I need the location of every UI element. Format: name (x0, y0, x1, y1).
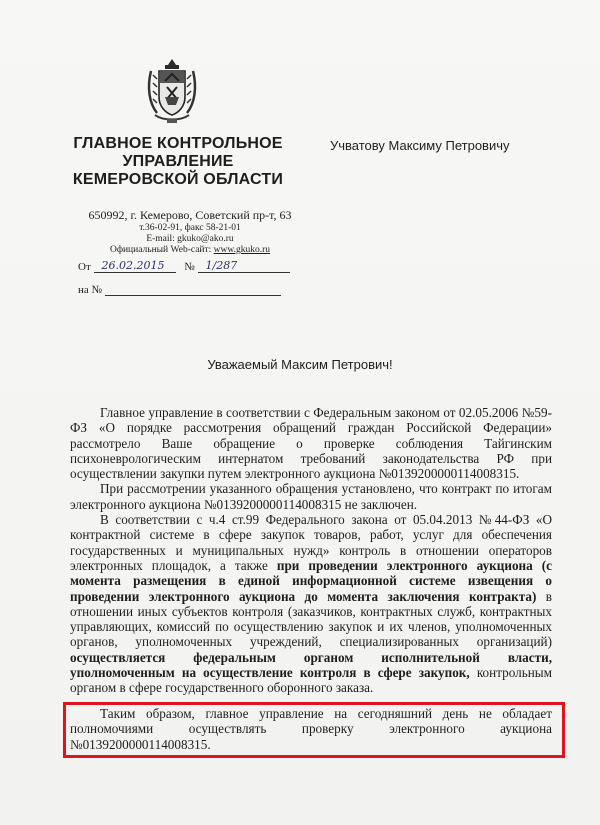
paragraph-4: Таким образом, главное управление на сегодняшний день не обладает полномочиями осуществлять проверку электронного аукциона №0139200000114008315. (70, 706, 552, 752)
website-link[interactable]: www.gkuko.ru (213, 245, 271, 255)
reply-to-line (78, 282, 281, 296)
website-line (70, 245, 310, 256)
paragraph-1: Главное управление в соответствии с Федеральным законом от 02.05.2006 №59-ФЗ «О порядке рассмотрения обращений граждан Российской Федерации» рассмотрело Ваше обращение о проверке соблюдения Тайгинским психоневрологическим интернатом требований законодательства РФ при осуществлении закупки путем электронного аукциона №0139200000114008315. (70, 405, 552, 482)
paragraph-2: При рассмотрении указанного обращения установлено, что контракт по итогам электронного аукциона №0139200000114008315 не заключен. (70, 481, 552, 512)
org-name-line-1: ГЛАВНОЕ КОНТРОЛЬНОЕ (73, 135, 283, 152)
red-highlight-frame (63, 702, 565, 758)
contact-block (70, 208, 310, 256)
paragraph-3-bold-d: осуществляется федеральным органом исполнительной власти, уполномоченным на осуществление контроля в сфере закупок, (70, 649, 552, 681)
number-value: 1/287 (205, 259, 238, 272)
phone-fax: т.36-02-91, факс 58-21-01 (139, 223, 241, 233)
reply-label: на № (78, 284, 103, 296)
date-label: От (78, 261, 91, 273)
org-name-line-2: УПРАВЛЕНИЕ (122, 153, 234, 170)
organization-name (68, 135, 288, 189)
postal-address: 650992, г. Кемерово, Советский пр-т, 63 (88, 208, 292, 222)
paragraph-3-part-a: В соответствии с ч.4 ст.99 Федерального закона от 05.04.2013 №44-ФЗ «О контрактной системе в сфере закупок товаров, работ, услуг для обеспечения государственных и муниципальных нужд» контроль в отношении операторов электронных площадок, а также (70, 512, 552, 573)
recipient-name: Учватову Максиму Петровичу (330, 138, 510, 153)
coat-of-arms-icon (143, 57, 201, 125)
website-label: Официальный Web-сайт: (109, 245, 212, 255)
paragraph-3-part-c: в отношении иных субъектов контроля (заказчиков, контрактных служб, контрактных управляющих, комиссий по осуществлению закупок и их членов, уполномоченных органов, уполномоченных учреждений, специализированных организаций) (70, 588, 552, 650)
salutation: Уважаемый Максим Петрович! (207, 357, 393, 372)
org-name-line-3: КЕМЕРОВСКОЙ ОБЛАСТИ (72, 171, 284, 188)
date-value: 26.02.2015 (101, 259, 165, 272)
letter-body (70, 405, 552, 696)
email: E-mail: gkuko@ako.ru (146, 234, 234, 244)
paragraph-3 (70, 512, 552, 696)
date-number-line (78, 259, 290, 273)
paragraph-3-part-e: контрольным органом в сфере государственного оборонного заказа. (70, 665, 552, 696)
paragraph-3-bold-b: при проведении электронного аукциона (с момента размещения в единой информационной системе извещения о проведении электронного аукциона до момента заключения контракта) (70, 557, 552, 604)
number-label: № (184, 261, 195, 273)
